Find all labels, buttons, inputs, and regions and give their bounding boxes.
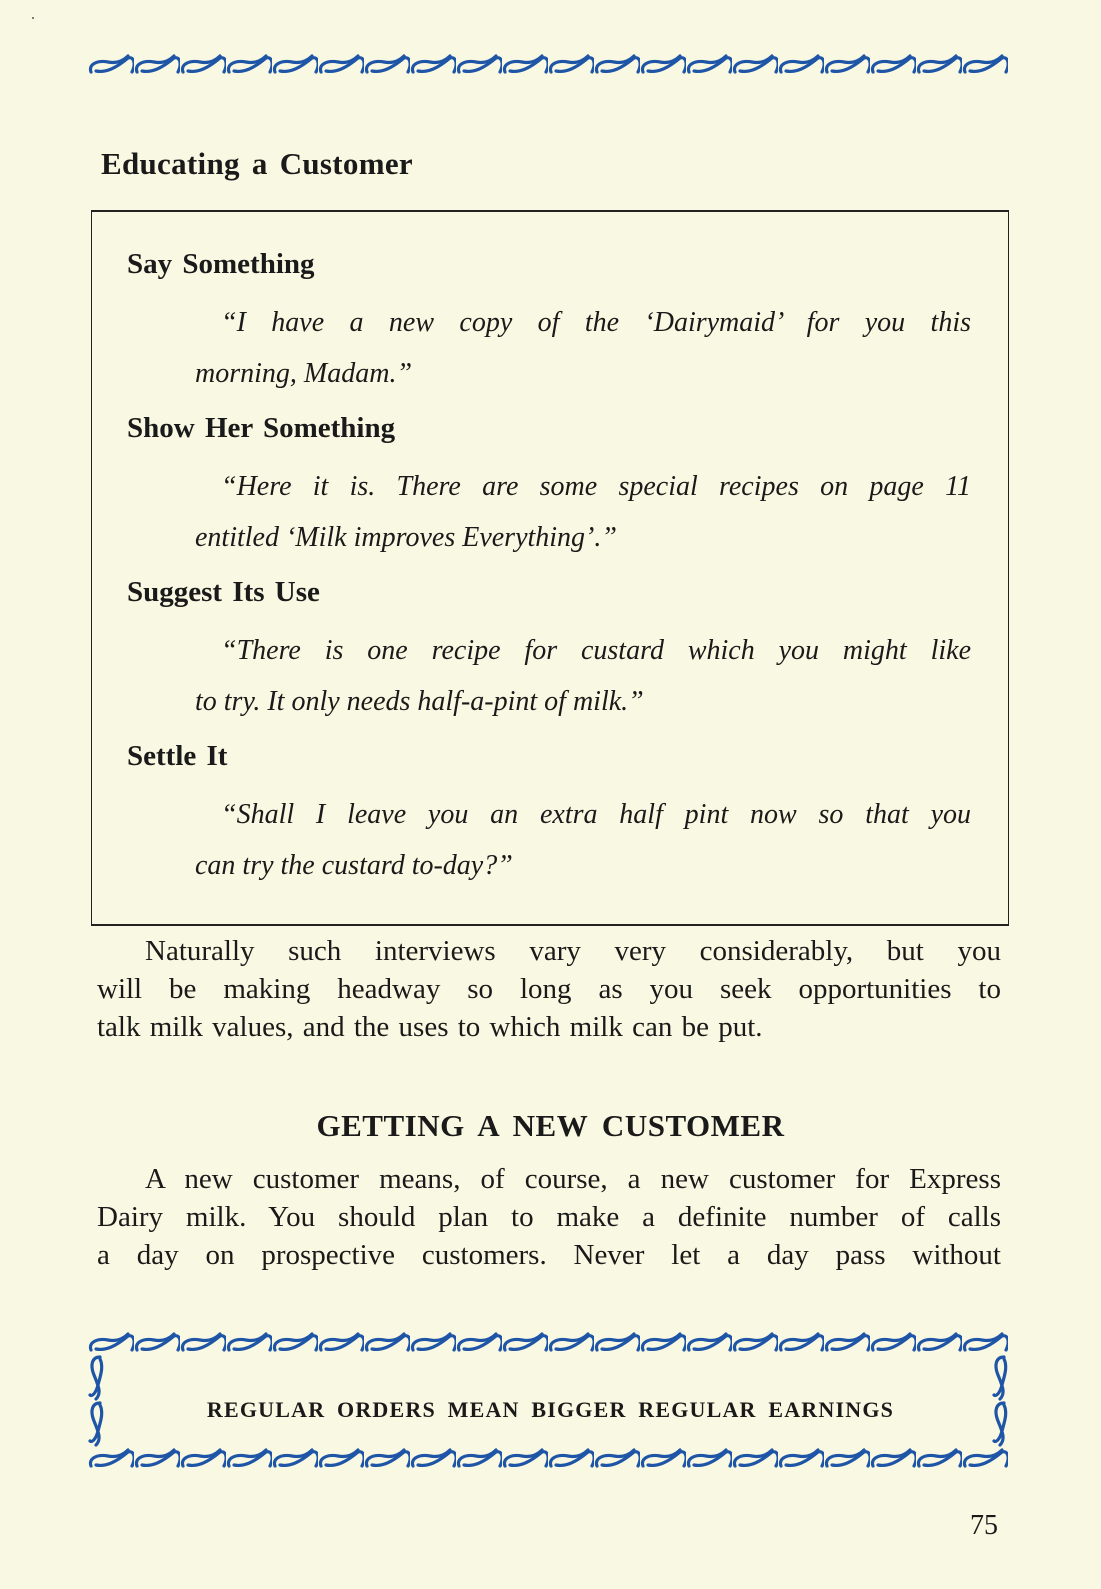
paragraph-line: talk milk values, and the uses to which milk can be put. [97, 1011, 763, 1043]
quote-line: “There is one recipe for custard which you might like [221, 635, 971, 666]
section-title: Educating a Customer [101, 146, 413, 181]
paragraph-line: Naturally such interviews vary very considerably, but you [145, 935, 1001, 967]
footer-chain-top-icon [88, 1330, 1008, 1356]
step-quote-show-her-something [195, 461, 971, 563]
paragraph-line: Dairy milk. You should plan to make a definite number of calls [97, 1201, 1001, 1233]
step-quote-settle-it [195, 789, 971, 891]
quote-line: “I have a new copy of the ‘Dairymaid’ for you this [221, 307, 971, 338]
paragraph-line: A new customer means, of course, a new customer for Express [145, 1163, 1001, 1195]
new-customer-paragraph [97, 1160, 1001, 1274]
step-heading-settle-it: Settle It [127, 740, 228, 772]
footer-chain-bottom-icon [88, 1446, 1008, 1472]
paragraph-line: a day on prospective customers. Never let a day pass without [97, 1239, 1001, 1271]
page-number: 75 [970, 1510, 998, 1541]
new-customer-heading: GETTING A NEW CUSTOMER [316, 1108, 785, 1143]
dialogue-box [91, 210, 1009, 926]
step-quote-suggest-its-use [195, 625, 971, 727]
quote-line: morning, Madam.” [195, 358, 413, 389]
quote-line: entitled ‘Milk improves Everything’.” [195, 522, 617, 553]
top-chain-border-icon [88, 52, 1008, 78]
step-quote-say-something [195, 297, 971, 399]
closing-paragraph [97, 932, 1001, 1046]
quote-line: “Shall I leave you an extra half pint now so that you [221, 799, 971, 830]
step-heading-say-something: Say Something [127, 248, 315, 280]
paragraph-line: will be making headway so long as you seek opportunities to [97, 973, 1001, 1005]
print-speck [32, 17, 34, 19]
step-heading-suggest-its-use: Suggest Its Use [127, 576, 320, 608]
quote-line: can try the custard to-day?” [195, 850, 513, 881]
footer-motto: REGULAR ORDERS MEAN BIGGER REGULAR EARNINGS [206, 1397, 895, 1422]
step-heading-show-her-something: Show Her Something [127, 412, 396, 444]
quote-line: “Here it is. There are some special recipes on page 11 [221, 471, 971, 502]
quote-line: to try. It only needs half-a-pint of milk.” [195, 686, 644, 717]
